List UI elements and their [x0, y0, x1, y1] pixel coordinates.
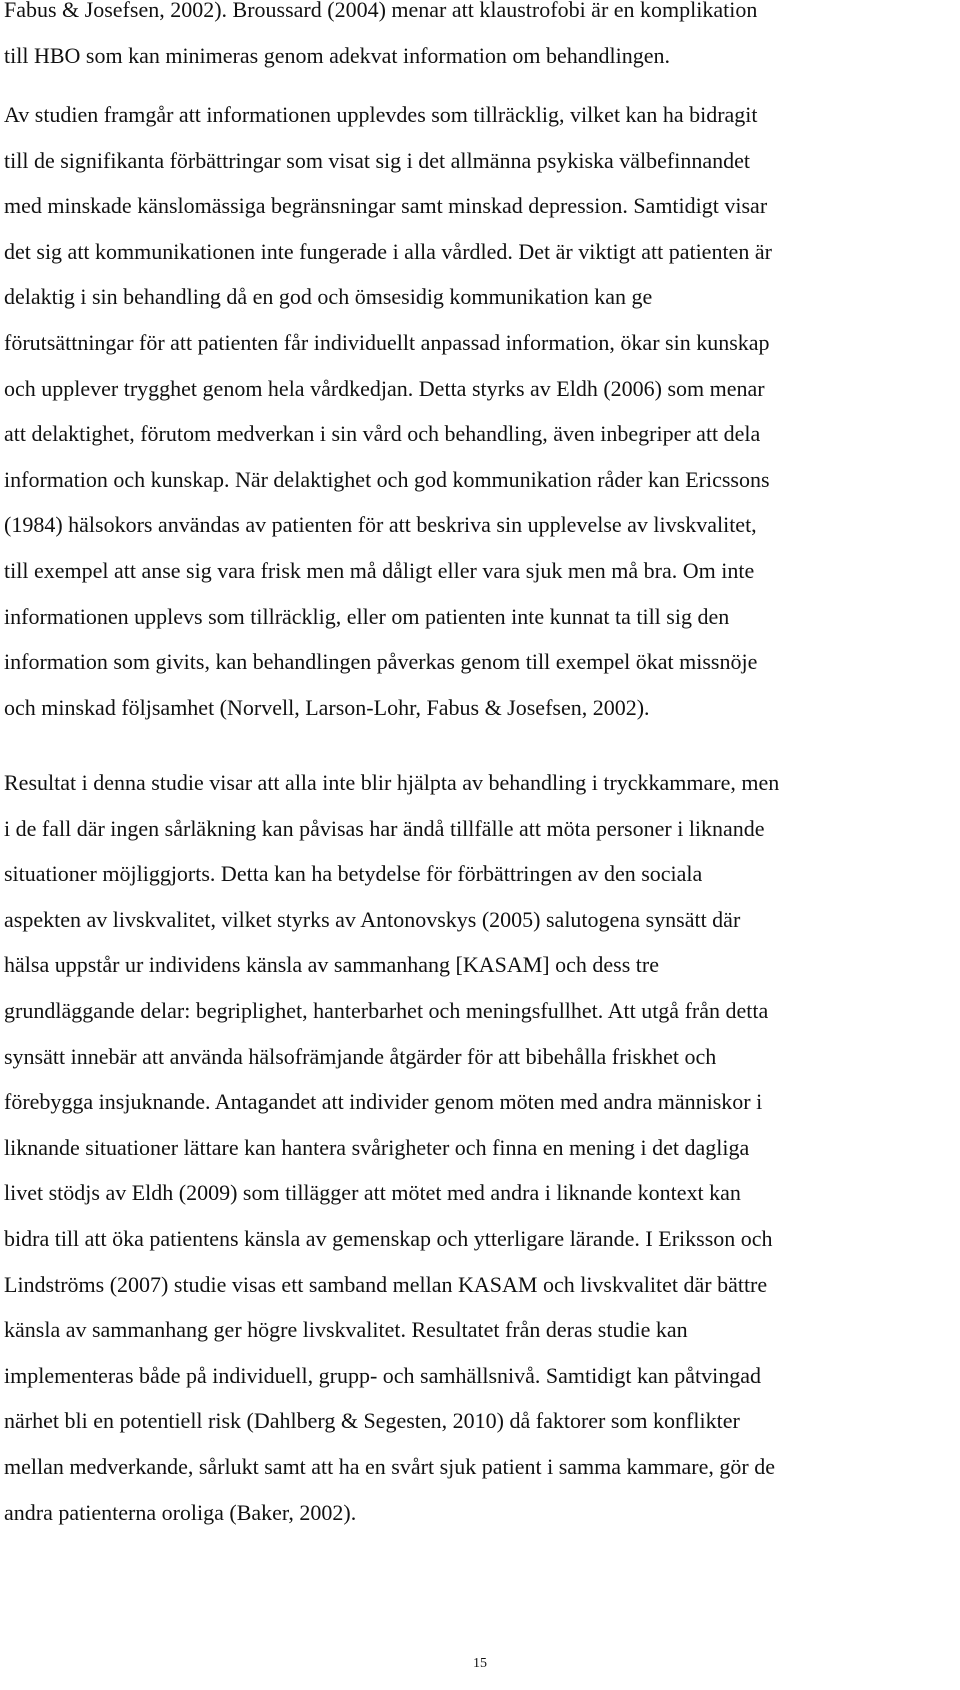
- text-line: information som givits, kan behandlingen påverkas genom till exempel ökat missnöje: [4, 649, 758, 675]
- text-line: i de fall där ingen sårläkning kan påvisas har ändå tillfälle att möta personer i liknande: [4, 815, 765, 841]
- text-line: situationer möjliggjorts. Detta kan ha betydelse för förbättringen av den sociala: [4, 861, 703, 887]
- text-line: mellan medverkande, sårlukt samt att ha en svårt sjuk patient i samma kammare, gör de: [4, 1453, 775, 1479]
- text-line: Av studien framgår att informationen upplevdes som tillräcklig, vilket kan ha bidragit: [4, 102, 758, 127]
- text-line: närhet bli en potentiell risk (Dahlberg & Segesten, 2010) då faktorer som konflikter: [4, 1408, 740, 1434]
- paragraph-information: [4, 92, 952, 730]
- text-line: känsla av sammanhang ger högre livskvalitet. Resultatet från deras studie kan: [4, 1317, 688, 1343]
- text-line: till de signifikanta förbättringar som visat sig i det allmänna psykiska välbefinnandet: [4, 147, 750, 173]
- text-line: Lindströms (2007) studie visas ett samband mellan KASAM och livskvalitet där bättre: [4, 1271, 768, 1297]
- text-line: synsätt innebär att använda hälsofrämjande åtgärder för att bibehålla friskhet och: [4, 1043, 717, 1069]
- text-line: förutsättningar för att patienten får individuellt anpassad information, ökar sin kunskap: [4, 329, 770, 355]
- text-line: bidra till att öka patientens känsla av gemenskap och ytterligare lärande. I Eriksson och: [4, 1225, 773, 1251]
- text-line: det sig att kommunikationen inte fungerade i alla vårdled. Det är viktigt att patienten är: [4, 238, 772, 264]
- text-line: implementeras både på individuell, grupp- och samhällsnivå. Samtidigt kan påtvingad: [4, 1362, 761, 1388]
- text-line: Fabus & Josefsen, 2002). Broussard (2004) menar att klaustrofobi är en komplikation: [4, 0, 758, 22]
- text-line: aspekten av livskvalitet, vilket styrks av Antonovskys (2005) salutogena synsätt där: [4, 906, 741, 932]
- text-line: till HBO som kan minimeras genom adekvat information om behandlingen.: [4, 42, 670, 68]
- text-line: och minskad följsamhet (Norvell, Larson-Lohr, Fabus & Josefsen, 2002).: [4, 694, 650, 720]
- text-line: information och kunskap. När delaktighet och god kommunikation råder kan Ericssons: [4, 466, 770, 492]
- text-line: till exempel att anse sig vara frisk men må dåligt eller vara sjuk men må bra. Om inte: [4, 557, 755, 583]
- text-line: att delaktighet, förutom medverkan i sin vård och behandling, även inbegriper att dela: [4, 421, 761, 447]
- paragraph-continued: [4, 0, 952, 78]
- text-line: livet stödjs av Eldh (2009) som tillägger att mötet med andra i liknande kontext kan: [4, 1180, 741, 1206]
- text-line: Resultat i denna studie visar att alla inte blir hjälpta av behandling i tryckkammare, men: [4, 770, 780, 795]
- text-line: liknande situationer lättare kan hantera svårigheter och finna en mening i det dagliga: [4, 1134, 750, 1160]
- text-line: och upplever trygghet genom hela vårdkedjan. Detta styrks av Eldh (2006) som menar: [4, 375, 765, 401]
- text-line: med minskade känslomässiga begränsningar samt minskad depression. Samtidigt visar: [4, 193, 768, 219]
- page-number: 15: [473, 1656, 487, 1671]
- text-line: grundläggande delar: begriplighet, hanterbarhet och meningsfullhet. Att utgå från detta: [4, 997, 769, 1023]
- text-line: informationen upplevs som tillräcklig, eller om patienten inte kunnat ta till sig den: [4, 603, 730, 629]
- text-line: delaktig i sin behandling då en god och ömsesidig kommunikation kan ge: [4, 284, 653, 310]
- text-line: förebygga insjuknande. Antagandet att individer genom möten med andra människor i: [4, 1089, 763, 1115]
- paragraph-results: [4, 760, 952, 1535]
- text-line: (1984) hälsokors användas av patienten för att beskriva sin upplevelse av livskvalitet,: [4, 512, 757, 538]
- text-line: andra patienterna oroliga (Baker, 2002).: [4, 1499, 357, 1525]
- text-line: hälsa uppstår ur individens känsla av sammanhang [KASAM] och dess tre: [4, 952, 659, 978]
